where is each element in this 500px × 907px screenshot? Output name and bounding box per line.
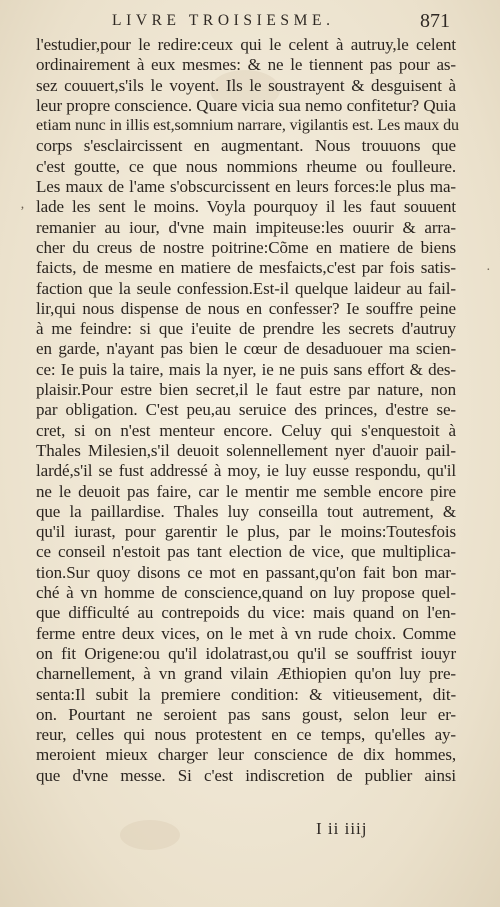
text-line: cher du creus de nostre poitrine:Cõme en matiere de biens bbox=[36, 237, 456, 257]
margin-dot: · bbox=[486, 263, 491, 278]
text-line: lardé,s'il se fust addressé à moy, ie luy eusse respondu, qu'il bbox=[36, 461, 456, 481]
text-line: c'est goutte, ce que nous nommions rheume ou foulleure. bbox=[36, 156, 456, 176]
text-line: Les maux de l'ame s'obscurcissent en leurs forces:le plus ma- bbox=[36, 177, 456, 197]
text-line: faction que la seule confession.Est-il quelque laideur au fail- bbox=[36, 278, 456, 298]
text-line: etiam nunc in illis est,somnium narrare, vigilantis est. Les maux du bbox=[36, 117, 459, 135]
text-line: ordinairement à eux mesmes: & ne le tiennent pas pour as- bbox=[36, 55, 456, 75]
text-line: charnellement, à vn grand vilain Æthiopien qu'on luy pre- bbox=[36, 664, 456, 684]
text-line: que la paillardise. Thales luy conseilla tout autrement, & bbox=[36, 501, 456, 521]
text-line: tion.Sur quoy disons ce mot en passant,qu'on fait bon mar- bbox=[36, 562, 456, 582]
text-line: que difficulté au contrepoids du vice: mais quand on l'en- bbox=[36, 603, 456, 623]
running-head: LIVRE TROISIESME. bbox=[112, 12, 335, 29]
text-line: faicts, de mesme en matiere de mesfaicts,c'est par fois satis- bbox=[36, 258, 456, 278]
text-line: par obligation. C'est peu,au seruice des princes, d'estre se- bbox=[36, 400, 456, 420]
page-header bbox=[0, 10, 500, 36]
text-line: leur propre conscience. Quare vicia sua nemo confitetur? Quia bbox=[36, 95, 456, 115]
text-line: en garde, n'ayant pas bien le cœur de desaduouer ma scien- bbox=[36, 339, 456, 359]
text-line: remanier au iour, d'vne main impiteuse:les ouurir & arra- bbox=[36, 217, 456, 237]
text-line: ce: Ie puis la taire, mais la nyer, ie ne puis sans effort & des- bbox=[36, 359, 456, 379]
text-line: qu'il iurast, pour garentir le plus, par le moins:Toutesfois bbox=[36, 522, 456, 542]
text-line: ché à vn homme de conscience,quand on luy propose quel- bbox=[36, 583, 456, 603]
text-line: lir,qui nous dispense de nous en confesser? Ie souffre peine bbox=[36, 298, 456, 318]
text-line: sez couuert,s'ils le voyent. Ils le soustrayent & desguisent à bbox=[36, 75, 456, 95]
paper-stain bbox=[120, 820, 180, 850]
text-line: ce conseil n'estoit pas tant election de vice, que multiplica- bbox=[36, 542, 456, 562]
text-line: on. Pourtant ne seroient pas sans goust, selon leur er- bbox=[36, 704, 456, 724]
text-line: lade les sent le moins. Voyla pourquoy il les faut souuent bbox=[36, 197, 456, 217]
text-line: corps s'esclaircissent en augmentant. Nous trouuons que bbox=[36, 136, 456, 156]
text-line: ne le deuoit pas faire, car le mentir me semble encore pire bbox=[36, 481, 456, 501]
text-line: senta:Il subit la premiere condition: & vitieusement, dit- bbox=[36, 684, 456, 704]
text-line: l'estudier,pour le redire:ceux qui le celent à autruy,le celent bbox=[36, 35, 456, 54]
text-line: reur, celles qui nous protestent en ce temps, qu'elles ay- bbox=[36, 725, 456, 745]
text-line: cret, si on n'est menteur encore. Celuy qui s'enquestoit à bbox=[36, 420, 456, 440]
text-line: que d'vne messe. Si c'est indiscretion de publier ainsi bbox=[36, 765, 456, 785]
text-line: Thales Milesien,s'il deuoit solennellement nyer d'auoir pail- bbox=[36, 440, 456, 460]
text-line: plaisir.Pour estre bien secret,il le faut estre par nature, non bbox=[36, 380, 456, 400]
text-line: meroient mieux charger leur conscience de dix hommes, bbox=[36, 745, 456, 765]
signature-mark: I ii iiij bbox=[316, 819, 368, 838]
page-number: 871 bbox=[420, 10, 450, 32]
text-line: ferme entre deux vices, on le met à vn rude choix. Comme bbox=[36, 623, 456, 643]
text-line: on fit Origene:ou qu'il idolatrast,ou qu'il se souffrist iouyr bbox=[36, 643, 456, 663]
body-text bbox=[36, 35, 459, 786]
text-line: à me feindre: si que i'euite de prendre les secrets d'autruy bbox=[36, 319, 456, 339]
margin-tick: ‚ bbox=[20, 197, 25, 212]
